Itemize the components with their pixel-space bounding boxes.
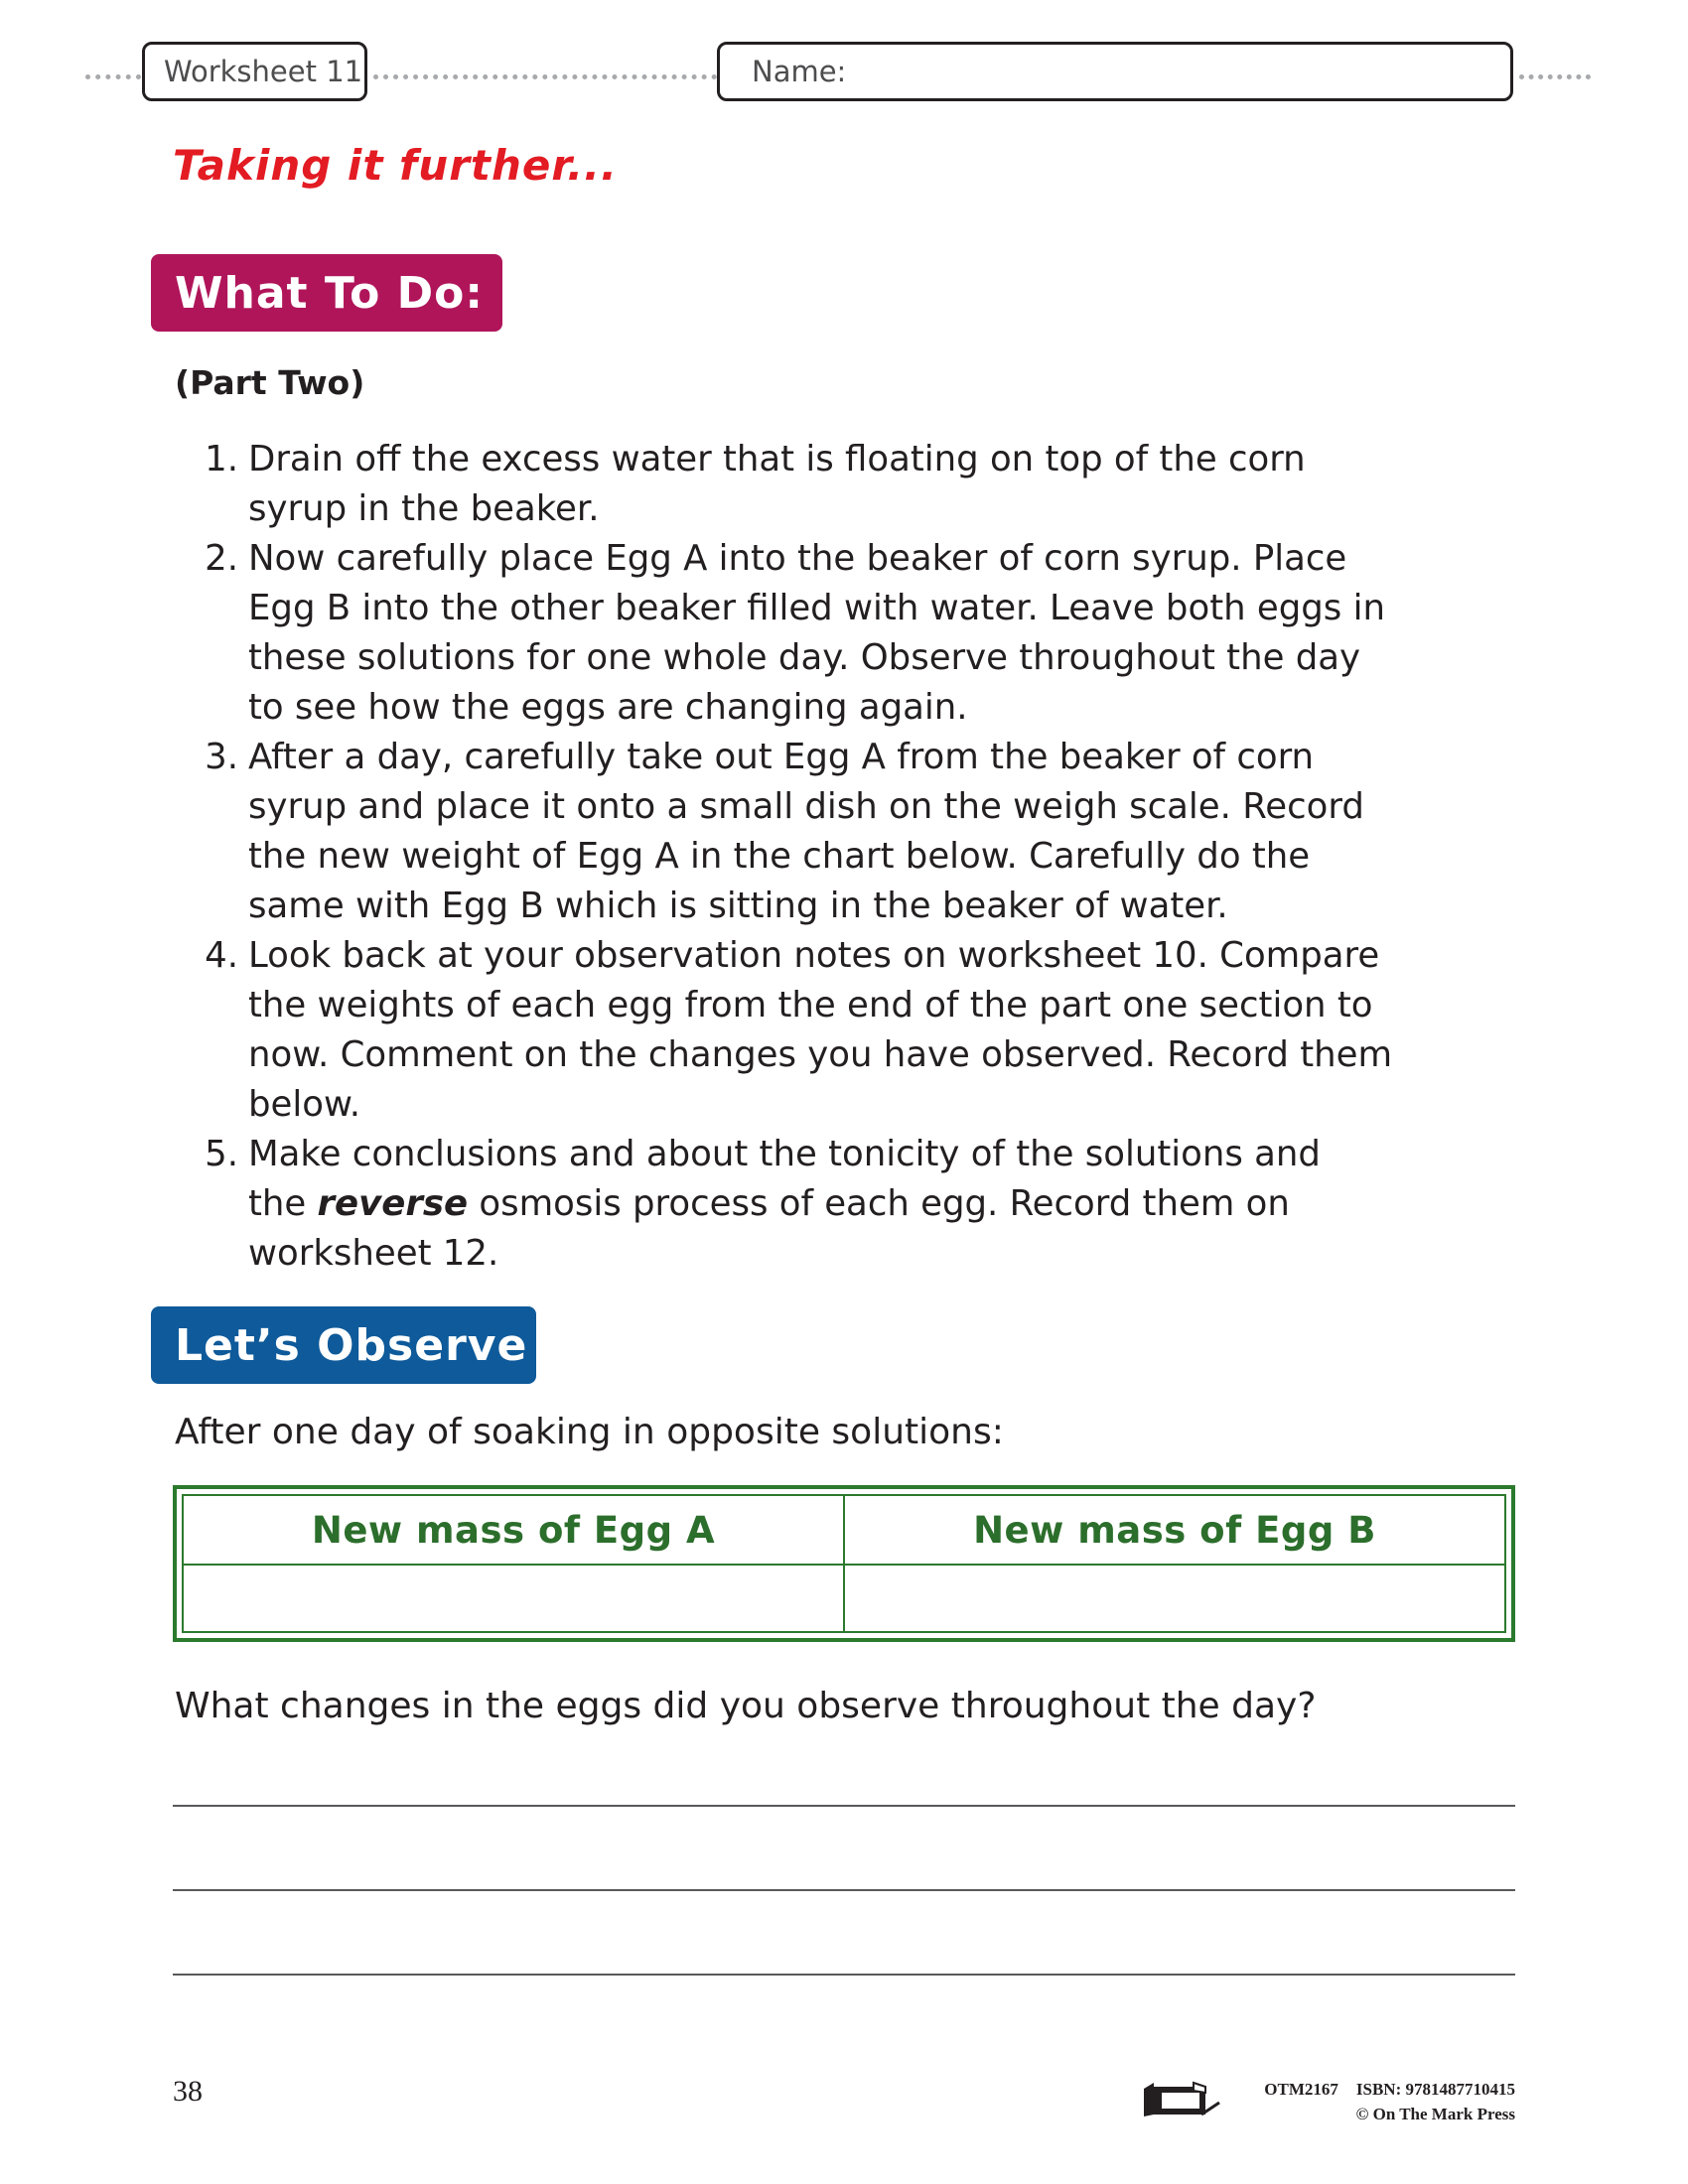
table-header-row <box>183 1495 1505 1565</box>
name-label: Name: <box>752 55 847 88</box>
step-line: the new weight of Egg A in the chart below. Carefully do the <box>248 836 1311 877</box>
step-line: Look back at your observation notes on worksheet 10. Compare <box>248 935 1380 976</box>
copyright: © On The Mark Press <box>1355 2105 1515 2123</box>
step-line: syrup and place it onto a small dish on the weigh scale. Record <box>248 786 1364 827</box>
egg-b-mass-cell[interactable] <box>844 1565 1505 1632</box>
step-line: Now carefully place Egg A into the beaker of corn syrup. Place <box>248 538 1347 579</box>
what-to-do-banner <box>151 254 502 332</box>
step-number: 2. <box>205 538 238 579</box>
header-dots-left <box>85 74 141 79</box>
step-line: to see how the eggs are changing again. <box>248 687 968 728</box>
header-egg-a: New mass of Egg A <box>183 1495 844 1565</box>
step-line: Drain off the excess water that is floating on top of the corn <box>248 439 1306 479</box>
step-number: 5. <box>205 1134 238 1174</box>
step-1 <box>179 435 1529 534</box>
isbn: ISBN: 9781487710415 <box>1355 2080 1515 2099</box>
step-number: 3. <box>205 737 238 777</box>
observation-question: What changes in the eggs did you observe throughout the day? <box>175 1686 1317 1726</box>
instruction-list <box>179 435 1529 1279</box>
publisher-info <box>1246 2077 1515 2126</box>
header-dots-middle <box>373 74 717 79</box>
step-line: now. Comment on the changes you have observed. Record them <box>248 1034 1393 1075</box>
step-line: syrup in the beaker. <box>248 488 600 529</box>
answer-line-1[interactable] <box>173 1805 1515 1807</box>
step-line: these solutions for one whole day. Observe throughout the day <box>248 637 1361 678</box>
publisher-codes <box>1246 2077 1515 2102</box>
page-number: 38 <box>173 2075 203 2108</box>
step-line: same with Egg B which is sitting in the beaker of water. <box>248 886 1228 926</box>
header-egg-b: New mass of Egg B <box>844 1495 1505 1565</box>
page-title: Taking it further... <box>173 141 618 190</box>
step-line: worksheet 12. <box>248 1233 499 1274</box>
header-dots-right <box>1519 74 1591 79</box>
step-line <box>248 1179 1529 1229</box>
publisher-logo-icon <box>1142 2077 1221 2120</box>
step-text: osmosis process of each egg. Record them on <box>468 1183 1290 1224</box>
step-line: After a day, carefully take out Egg A from the beaker of corn <box>248 737 1315 777</box>
step-line: the weights of each egg from the end of the part one section to <box>248 985 1373 1025</box>
egg-a-mass-cell[interactable] <box>183 1565 844 1632</box>
step-text: the <box>248 1183 318 1224</box>
step-number: 4. <box>205 935 238 976</box>
step-2 <box>179 534 1529 733</box>
answer-line-3[interactable] <box>173 1974 1515 1976</box>
observe-intro: After one day of soaking in opposite solutions: <box>175 1412 1004 1452</box>
what-to-do-label: What To Do: <box>175 267 484 319</box>
emphasis-reverse: reverse <box>317 1183 469 1224</box>
step-line: Make conclusions and about the tonicity of the solutions and <box>248 1134 1321 1174</box>
worksheet-label: Worksheet 11 <box>164 55 363 88</box>
egg-mass-table <box>173 1485 1515 1642</box>
name-field[interactable] <box>717 42 1513 101</box>
step-5 <box>179 1130 1529 1279</box>
lets-observe-banner <box>151 1306 536 1384</box>
product-code: OTM2167 <box>1264 2080 1338 2099</box>
step-line: below. <box>248 1084 361 1125</box>
step-number: 1. <box>205 439 238 479</box>
step-line: Egg B into the other beaker filled with water. Leave both eggs in <box>248 588 1385 628</box>
worksheet-label-box <box>142 42 367 101</box>
table-row <box>183 1565 1505 1632</box>
part-two-heading: (Part Two) <box>175 363 365 402</box>
answer-line-2[interactable] <box>173 1889 1515 1891</box>
step-3 <box>179 733 1529 931</box>
step-4 <box>179 931 1529 1130</box>
lets-observe-label: Let’s Observe <box>175 1319 528 1371</box>
